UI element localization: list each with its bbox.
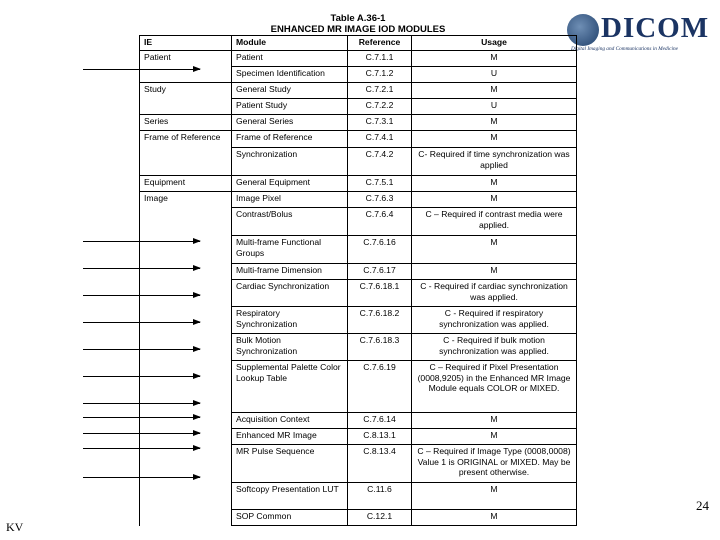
table-row bbox=[140, 148, 577, 176]
table-row bbox=[140, 83, 577, 99]
cell-reference: C.7.4.1 bbox=[348, 131, 412, 148]
table-row bbox=[140, 67, 577, 83]
cell-module: Softcopy Presentation LUT bbox=[232, 483, 348, 510]
arrow-right-icon bbox=[83, 403, 200, 404]
cell-reference: C.7.3.1 bbox=[348, 115, 412, 131]
cell-module: Multi-frame Functional Groups bbox=[232, 236, 348, 264]
cell-reference: C.7.6.17 bbox=[348, 264, 412, 280]
table-row bbox=[140, 51, 577, 67]
cell-usage: U bbox=[412, 67, 577, 83]
logo-text: DICOM bbox=[601, 12, 710, 44]
table-row bbox=[140, 99, 577, 115]
cell-reference: C.7.2.1 bbox=[348, 83, 412, 99]
cell-usage: M bbox=[412, 413, 577, 429]
table-row bbox=[140, 208, 577, 236]
cell-reference: C.7.1.1 bbox=[348, 51, 412, 67]
arrow-right-icon bbox=[83, 322, 200, 323]
cell-reference: C.7.6.4 bbox=[348, 208, 412, 236]
arrow-right-icon bbox=[83, 376, 200, 377]
cell-ie bbox=[140, 361, 232, 413]
header-usage: Usage bbox=[412, 36, 577, 51]
cell-usage: M bbox=[412, 115, 577, 131]
cell-module: Frame of Reference bbox=[232, 131, 348, 148]
cell-reference: C.7.6.3 bbox=[348, 192, 412, 208]
dicom-logo bbox=[563, 10, 713, 58]
cell-usage: C - Required if respiratory synchronization was applied. bbox=[412, 307, 577, 334]
cell-usage: M bbox=[412, 510, 577, 526]
arrow-right-icon bbox=[83, 268, 200, 269]
arrow-right-icon bbox=[83, 241, 200, 242]
cell-ie: Series bbox=[140, 115, 232, 131]
cell-reference: C.7.6.18.3 bbox=[348, 334, 412, 361]
cell-reference: C.7.2.2 bbox=[348, 99, 412, 115]
cell-usage: C- Required if time synchronization was applied bbox=[412, 148, 577, 176]
cell-module: Enhanced MR Image bbox=[232, 429, 348, 445]
cell-ie bbox=[140, 429, 232, 445]
cell-module: Image Pixel bbox=[232, 192, 348, 208]
cell-usage: M bbox=[412, 264, 577, 280]
cell-usage: M bbox=[412, 51, 577, 67]
table-caption-title: ENHANCED MR IMAGE IOD MODULES bbox=[270, 24, 446, 35]
arrow-right-icon bbox=[83, 295, 200, 296]
cell-module: MR Pulse Sequence bbox=[232, 445, 348, 483]
cell-usage: M bbox=[412, 192, 577, 208]
table-row bbox=[140, 192, 577, 208]
cell-module: Acquisition Context bbox=[232, 413, 348, 429]
cell-reference: C.12.1 bbox=[348, 510, 412, 526]
cell-reference: C.7.6.14 bbox=[348, 413, 412, 429]
cell-ie bbox=[140, 236, 232, 264]
page-number: 24 bbox=[696, 498, 709, 513]
arrow-right-icon bbox=[83, 69, 200, 70]
table-row bbox=[140, 483, 577, 510]
cell-reference: C.7.1.2 bbox=[348, 67, 412, 83]
table-row bbox=[140, 429, 577, 445]
cell-usage: M bbox=[412, 131, 577, 148]
cell-module: Respiratory Synchronization bbox=[232, 307, 348, 334]
table-header-row bbox=[140, 36, 577, 51]
cell-reference: C.7.6.16 bbox=[348, 236, 412, 264]
cell-ie: Frame of Reference bbox=[140, 131, 232, 148]
cell-reference: C.7.6.18.1 bbox=[348, 280, 412, 307]
header-module: Module bbox=[232, 36, 348, 51]
cell-ie: Equipment bbox=[140, 176, 232, 192]
cell-ie bbox=[140, 99, 232, 115]
table-row bbox=[140, 334, 577, 361]
cell-usage: C - Required if bulk motion synchronization was applied. bbox=[412, 334, 577, 361]
cell-ie bbox=[140, 280, 232, 307]
arrow-right-icon bbox=[83, 433, 200, 434]
table-row bbox=[140, 131, 577, 148]
cell-module: Patient Study bbox=[232, 99, 348, 115]
cell-module: Bulk Motion Synchronization bbox=[232, 334, 348, 361]
cell-module: Specimen Identification bbox=[232, 67, 348, 83]
table-row bbox=[140, 280, 577, 307]
cell-usage: C – Required if Image Type (0008,0008) Value 1 is ORIGINAL or MIXED. May be present otherwise. bbox=[412, 445, 577, 483]
arrow-right-icon bbox=[83, 417, 200, 418]
arrow-right-icon bbox=[83, 448, 200, 449]
cell-ie bbox=[140, 334, 232, 361]
table-row bbox=[140, 236, 577, 264]
cell-usage: U bbox=[412, 99, 577, 115]
cell-ie: Patient bbox=[140, 51, 232, 67]
arrow-right-icon bbox=[83, 349, 200, 350]
cell-usage: C - Required if cardiac synchronization was applied. bbox=[412, 280, 577, 307]
cell-reference: C.7.6.18.2 bbox=[348, 307, 412, 334]
cell-module: Contrast/Bolus bbox=[232, 208, 348, 236]
table-caption-number: Table A.36-1 bbox=[330, 13, 386, 24]
cell-usage: M bbox=[412, 429, 577, 445]
cell-module: General Equipment bbox=[232, 176, 348, 192]
cell-ie bbox=[140, 413, 232, 429]
cell-module: General Series bbox=[232, 115, 348, 131]
table-row bbox=[140, 264, 577, 280]
cell-ie bbox=[140, 307, 232, 334]
cell-reference: C.7.5.1 bbox=[348, 176, 412, 192]
cell-reference: C.8.13.4 bbox=[348, 445, 412, 483]
arrow-right-icon bbox=[83, 477, 200, 478]
table-row bbox=[140, 307, 577, 334]
cell-ie bbox=[140, 208, 232, 236]
cell-ie: Image bbox=[140, 192, 232, 208]
iod-modules-table bbox=[139, 35, 577, 526]
cell-usage: M bbox=[412, 83, 577, 99]
cell-usage: M bbox=[412, 176, 577, 192]
cell-module: General Study bbox=[232, 83, 348, 99]
cell-reference: C.11.6 bbox=[348, 483, 412, 510]
cell-usage: C – Required if Pixel Presentation (0008,9205) in the Enhanced MR Image Module equals COLOR or MIXED. bbox=[412, 361, 577, 413]
cell-ie: Study bbox=[140, 83, 232, 99]
cell-usage: M bbox=[412, 483, 577, 510]
cell-reference: C.7.4.2 bbox=[348, 148, 412, 176]
table-row bbox=[140, 115, 577, 131]
cell-reference: C.7.6.19 bbox=[348, 361, 412, 413]
cell-module: Cardiac Synchronization bbox=[232, 280, 348, 307]
header-ie: IE bbox=[140, 36, 232, 51]
cell-ie bbox=[140, 148, 232, 176]
header-reference: Reference bbox=[348, 36, 412, 51]
cell-module: Supplemental Palette Color Lookup Table bbox=[232, 361, 348, 413]
table-row bbox=[140, 510, 577, 526]
table-row bbox=[140, 361, 577, 413]
cell-usage: M bbox=[412, 236, 577, 264]
cell-usage: C – Required if contrast media were applied. bbox=[412, 208, 577, 236]
table-row bbox=[140, 176, 577, 192]
logo-subtitle: Digital Imaging and Communications in Medicine bbox=[571, 46, 678, 52]
cell-ie bbox=[140, 483, 232, 510]
cell-module: Patient bbox=[232, 51, 348, 67]
table-row bbox=[140, 445, 577, 483]
cell-reference: C.8.13.1 bbox=[348, 429, 412, 445]
author-initials: KV bbox=[6, 520, 24, 534]
cell-module: SOP Common bbox=[232, 510, 348, 526]
cell-ie bbox=[140, 264, 232, 280]
cell-module: Synchronization bbox=[232, 148, 348, 176]
cell-ie bbox=[140, 510, 232, 526]
table-row bbox=[140, 413, 577, 429]
cell-module: Multi-frame Dimension bbox=[232, 264, 348, 280]
